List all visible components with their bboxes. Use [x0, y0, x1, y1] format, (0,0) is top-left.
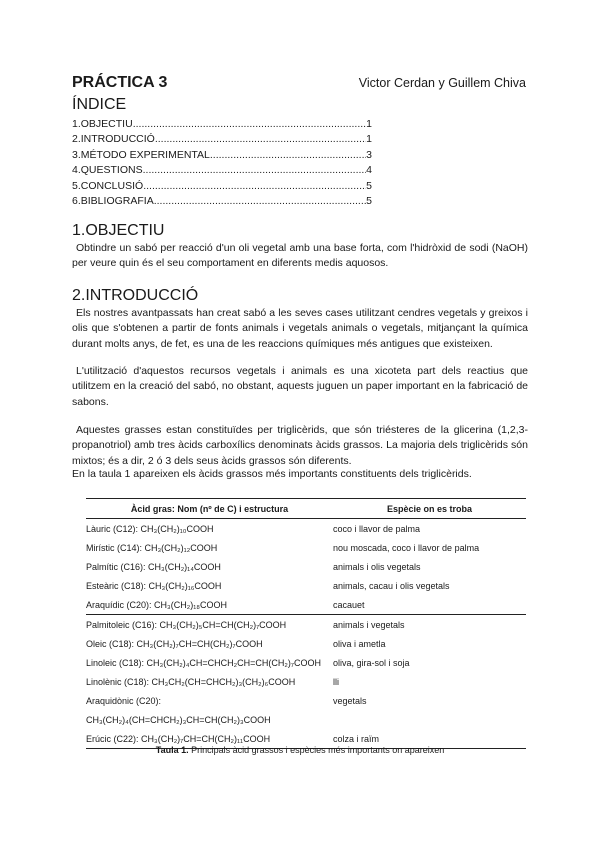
- acid-formula: CH₃CH₂(CH=CHCH₂)₃(CH₂)₆COOH: [151, 676, 296, 687]
- table-row: [86, 634, 526, 653]
- toc-leader: [143, 163, 367, 178]
- species-cell: nou moscada, coco i llavor de palma: [333, 542, 480, 553]
- toc-item-label: 4.QUESTIONS: [72, 164, 143, 177]
- toc-item[interactable]: [72, 132, 372, 147]
- toc-item-label: 1.OBJECTIU: [72, 118, 133, 130]
- acid-cell: [86, 557, 333, 576]
- toc-item-page: 1: [366, 133, 372, 146]
- acid-cell: [86, 634, 333, 653]
- toc-item-page: 5: [366, 179, 372, 192]
- toc-item-label: 5.CONCLUSIÓ: [72, 179, 144, 192]
- acid-name: Linoleic (C18):: [86, 657, 145, 668]
- acid-cell: [86, 538, 333, 557]
- acid-formula: CH₃(CH₂)₅CH=CH(CH₂)₇COOH: [159, 619, 287, 630]
- toc-leader: [143, 179, 366, 194]
- acid-name: Làuric (C12):: [86, 523, 139, 534]
- species-cell: vegetals: [333, 695, 367, 706]
- toc-item-label: 2.INTRODUCCIÓ: [72, 133, 155, 146]
- species-cell: animals i olis vegetals: [333, 561, 421, 572]
- acid-name: Araquídic (C20):: [86, 599, 152, 610]
- acid-cell: [86, 615, 333, 635]
- species-cell: lli: [333, 676, 339, 687]
- fatty-acids-table: [86, 498, 526, 749]
- species-cell: animals i vegetals: [333, 615, 526, 635]
- acid-name: Oleic (C18):: [86, 638, 135, 649]
- table-row: [86, 557, 526, 576]
- intro-paragraph-4: En la taula 1 apareixen els àcids grassos més importants constituents dels triglicèrids.: [72, 468, 472, 480]
- acid-formula: CH₃(CH₂)₇CH=CH(CH₂)₁₁COOH: [141, 733, 271, 744]
- species-cell: cacauet: [333, 599, 365, 610]
- toc-leader: [133, 117, 366, 132]
- caption-label: Taula 1.: [155, 745, 189, 755]
- toc-item[interactable]: [72, 117, 372, 132]
- acid-name: Palmític (C16):: [86, 561, 146, 572]
- toc-leader: [210, 148, 366, 163]
- table-header-row: [86, 499, 526, 519]
- toc-item[interactable]: [72, 148, 372, 163]
- toc-item-page: 4: [366, 164, 372, 177]
- toc-item[interactable]: [72, 163, 372, 178]
- objectiu-paragraph: Obtindre un sabó per reacció d'un oli vegetal amb una base forta, com l'hidròxid de sodi (NaOH) per veure quin és el seu comportament en diferents medis aquosos.: [72, 242, 528, 270]
- index-title: ÍNDICE: [72, 96, 127, 113]
- acid-formula: CH₃(CH₂)₁₀COOH: [140, 523, 214, 534]
- acid-cell: [86, 653, 333, 672]
- acid-cell: [86, 595, 333, 615]
- acid-cell: [86, 519, 333, 539]
- table-row: [86, 710, 526, 729]
- acid-formula: CH₃(CH₂)₁₈COOH: [154, 599, 227, 610]
- table-header-cell: Àcid gras: Nom (nº de C) i estructura: [86, 499, 333, 519]
- page-title: PRÁCTICA 3: [72, 74, 168, 91]
- toc-item-page: 5: [366, 195, 372, 208]
- table-caption: [72, 745, 528, 755]
- caption-text: Principals àcid grassos i espècies més importants on apareixen: [191, 745, 445, 755]
- acid-formula: CH₃(CH₂)₁₆COOH: [148, 580, 222, 591]
- toc-item-label: 6.BIBLIOGRAFIA: [72, 195, 154, 208]
- table-row: [86, 653, 526, 672]
- toc-leader: [155, 132, 366, 147]
- toc-item[interactable]: [72, 194, 372, 209]
- acid-name: Erúcic (C22):: [86, 733, 139, 744]
- species-cell: oliva, gira-sol i soja: [333, 657, 410, 668]
- authors: Victor Cerdan y Guillem Chiva: [358, 76, 526, 90]
- species-cell: oliva i ametla: [333, 638, 386, 649]
- table-row: [86, 595, 526, 615]
- intro-paragraph-1: Els nostres avantpassats han creat sabó a les seves cases utilitzant cendres vegetals y greixos i olis que s'obtenen a partir de fonts animals i vegetals animals o vegetals, mitjançant la química durant molts anys, de fet, es una de les reaccions químiques més antigues que existeixen.: [72, 307, 528, 350]
- intro-paragraph-2: L'utilització d'aquestos recursos vegetals i animals es una xicoteta part dels reactius que utilitzem en la creació del sabó, no obstant, aquests juguen un paper important en la fabricació de sabons.: [72, 365, 528, 408]
- table-row: [86, 576, 526, 595]
- acid-name: Mirístic (C14):: [86, 542, 142, 553]
- table-header-cell: Espècie on es troba: [333, 499, 526, 519]
- section-heading-objectiu: 1.OBJECTIU: [72, 222, 165, 239]
- acid-formula: CH₃(CH₂)₁₄COOH: [148, 561, 221, 572]
- intro-paragraph-3: Aquestes grasses estan constituïdes per triglicèrids, que són triésteres de la glicerina (1,2,3-propanotriol) amb tres àcids carboxílics denominats àcids grassos. La majoria dels triglicèrids són mixtos; és a dir, 2 ó 3 dels seus àcids grassos són diferents.: [72, 424, 528, 467]
- species-cell: colza i raïm: [333, 729, 526, 749]
- document-header: [72, 74, 528, 94]
- acid-formula: CH₃(CH₂)₁₂COOH: [144, 542, 218, 553]
- acid-formula: CH₃(CH₂)₄CH=CHCH₂CH=CH(CH₂)₇COOH: [146, 657, 321, 668]
- acid-name: Linolènic (C18):: [86, 676, 150, 687]
- table-of-contents: [72, 117, 372, 209]
- toc-item-label: 3.MÉTODO EXPERIMENTAL: [72, 148, 210, 161]
- acid-cell: Araquidònic (C20):: [86, 695, 162, 706]
- acid-formula: CH₃(CH₂)₄(CH=CHCH₂)₃CH=CH(CH₂)₃COOH: [86, 714, 271, 725]
- section-heading-introduccio: 2.INTRODUCCIÓ: [72, 287, 199, 304]
- table-row: [86, 519, 526, 539]
- acid-cell: [86, 576, 333, 595]
- toc-item-page: 1: [366, 118, 372, 130]
- table-row: [86, 691, 526, 710]
- toc-leader: [154, 194, 366, 209]
- species-cell: coco i llavor de palma: [333, 523, 421, 534]
- table-row: [86, 672, 526, 691]
- species-cell: animals, cacau i olis vegetals: [333, 580, 450, 591]
- acid-cell: [86, 672, 333, 691]
- acid-name: Esteàric (C18):: [86, 580, 147, 591]
- toc-item-page: 3: [366, 148, 372, 161]
- species-cell: [333, 710, 526, 729]
- acid-formula: CH₃(CH₂)₇CH=CH(CH₂)₇COOH: [136, 638, 263, 649]
- toc-item[interactable]: [72, 179, 372, 194]
- table-row: [86, 615, 526, 635]
- table-row: [86, 538, 526, 557]
- acid-name: Palmitoleic (C16):: [86, 619, 158, 630]
